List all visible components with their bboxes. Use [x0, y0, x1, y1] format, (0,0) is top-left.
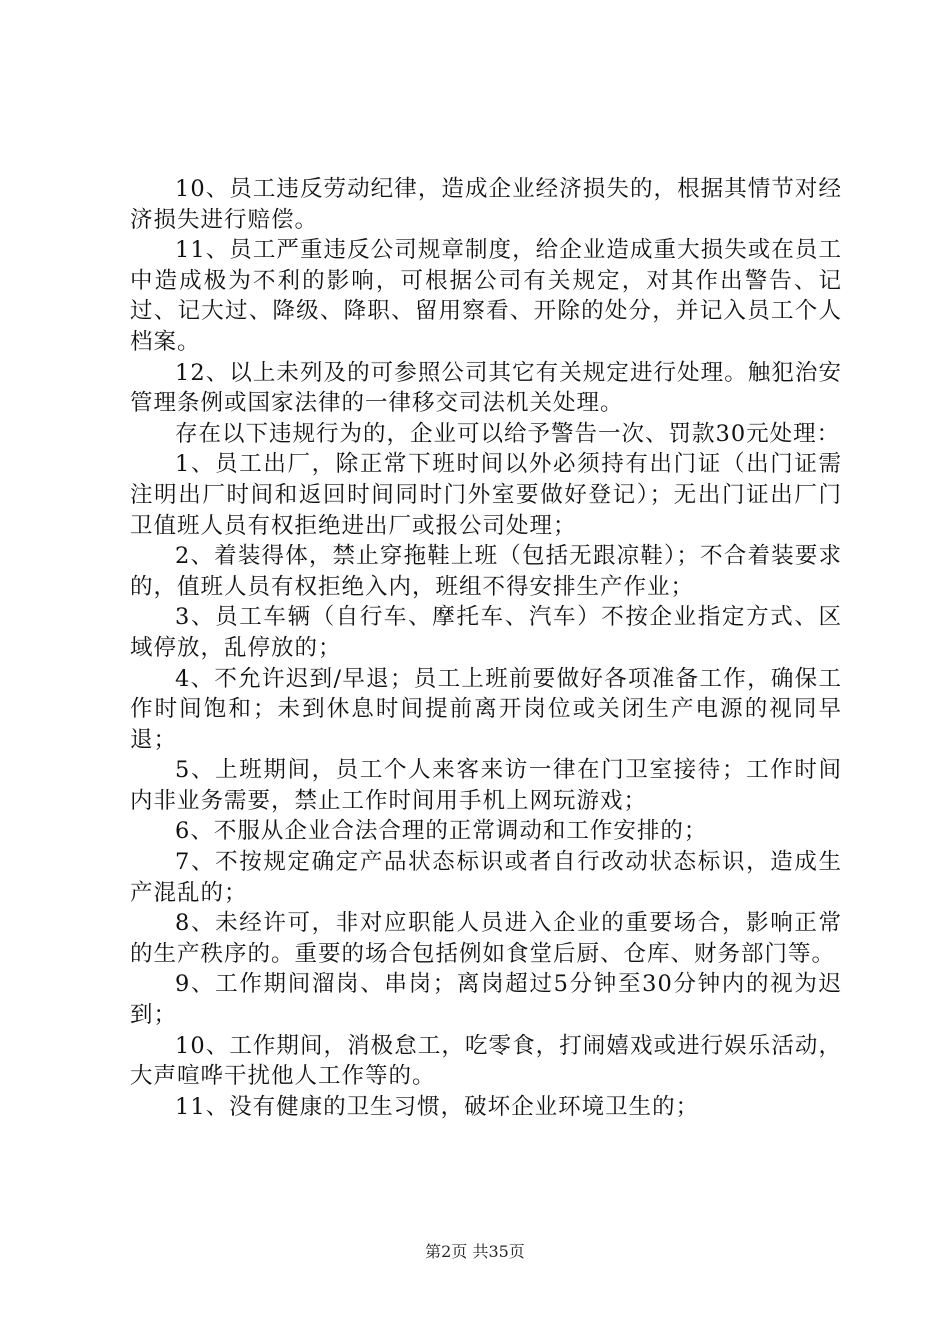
- paragraph-item-10: 10、工作期间，消极怠工，吃零食，打闹嬉戏或进行娱乐活动，大声喧哗干扰他人工作等的。: [130, 1032, 842, 1090]
- paragraph-rule-12: 12、以上未列及的可参照公司其它有关规定进行处理。触犯治安管理条例或国家法律的一律移交司法机关处理。: [130, 359, 842, 417]
- document-body: [130, 174, 842, 1122]
- paragraph-item-1: 1、员工出厂，除正常下班时间以外必须持有出门证（出门证需注明出厂时间和返回时间同时门外室要做好登记）；无出门证出厂门卫值班人员有权拒绝进出厂或报公司处理；: [130, 451, 842, 539]
- paragraph-item-2: 2、着装得体，禁止穿拖鞋上班（包括无跟凉鞋）；不合着装要求的，值班人员有权拒绝入内，班组不得安排生产作业；: [130, 543, 842, 600]
- paragraph-rule-11: 11、员工严重违反公司规章制度，给企业造成重大损失或在员工中造成极为不利的影响，可根据公司有关规定，对其作出警告、记过、记大过、降级、降职、留用察看、开除的处分，并记入员工个人档案。: [130, 237, 842, 355]
- page-footer: 第2页 共35页: [425, 1242, 525, 1261]
- paragraph-item-4: 4、不允许迟到/早退；员工上班前要做好各项准备工作，确保工作时间饱和；未到休息时间提前离开岗位或关闭生产电源的视同早退；: [130, 665, 842, 753]
- paragraph-penalty-intro: 存在以下违规行为的，企业可以给予警告一次、罚款30元处理：: [175, 420, 841, 447]
- paragraph-item-5: 5、上班期间，员工个人来客来访一律在门卫室接待；工作时间内非业务需要，禁止工作时间用手机上网玩游戏；: [130, 757, 842, 814]
- paragraph-item-8: 8、未经许可，非对应职能人员进入企业的重要场合，影响正常的生产秩序的。重要的场合包括例如食堂后厨、仓库、财务部门等。: [130, 910, 842, 967]
- paragraph-item-7: 7、不按规定确定产品状态标识或者自行改动状态标识，造成生产混乱的；: [130, 849, 842, 906]
- paragraph-item-6: 6、不服从企业合法合理的正常调动和工作安排的；: [175, 818, 708, 845]
- paragraph-item-11: 11、没有健康的卫生习惯，破坏企业环境卫生的；: [175, 1093, 700, 1120]
- paragraph-rule-10: 10、员工违反劳动纪律，造成企业经济损失的，根据其情节对经济损失进行赔偿。: [130, 176, 842, 233]
- paragraph-item-9: 9、工作期间溜岗、串岗；离岗超过5分钟至30分钟内的视为迟到；: [130, 971, 842, 1029]
- paragraph-item-3: 3、员工车辆（自行车、摩托车、汽车）不按企业指定方式、区域停放，乱停放的；: [130, 604, 842, 661]
